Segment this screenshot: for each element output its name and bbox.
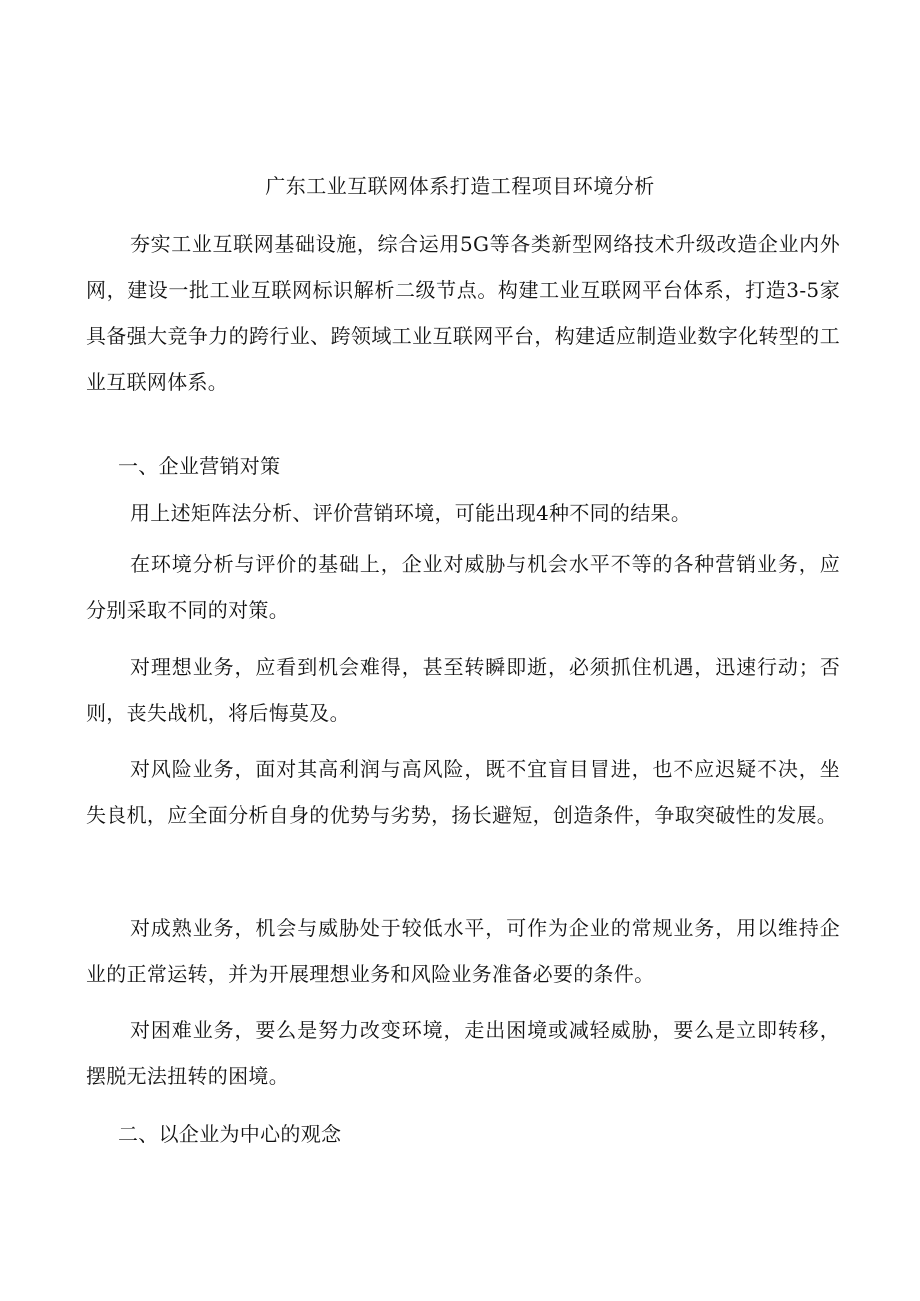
section-1-paragraph-6: 对困难业务，要么是努力改变环境，走出困境或减轻威胁，要么是立即转移，摆脱无法扭转的困境。 (86, 1018, 840, 1088)
section-1-paragraph-4: 对风险业务，面对其高利润与高风险，既不宜盲目冒进，也不应迟疑不决，坐失良机，应全面分析自身的优势与劣势，扬长避短，创造条件，争取突破性的发展。 (86, 757, 840, 827)
section-1-paragraph-5: 对成熟业务，机会与威胁处于较低水平，可作为企业的常规业务，用以维持企业的正常运转，并为开展理想业务和风险业务准备必要的条件。 (86, 916, 840, 986)
intro-paragraph: 夯实工业互联网基础设施，综合运用5G等各类新型网络技术升级改造企业内外网，建设一批工业互联网标识解析二级节点。构建工业互联网平台体系，打造3-5家具备强大竞争力的跨行业、跨领域工业互联网平台，构建适应制造业数字化转型的工业互联网体系。 (86, 232, 840, 394)
section-1-paragraph-3: 对理想业务，应看到机会难得，甚至转瞬即逝，必须抓住机遇，迅速行动；否则，丧失战机，将后悔莫及。 (86, 655, 840, 725)
document-title: 广东工业互联网体系打造工程项目环境分析 (265, 174, 655, 198)
section-1-paragraph-1: 用上述矩阵法分析、评价营销环境，可能出现4种不同的结果。 (130, 501, 692, 525)
section-1-paragraph-2: 在环境分析与评价的基础上，企业对威胁与机会水平不等的各种营销业务，应分别采取不同的对策。 (86, 552, 840, 622)
section-1-heading: 一、企业营销对策 (118, 454, 281, 478)
section-2-heading: 二、以企业为中心的观念 (118, 1122, 342, 1146)
